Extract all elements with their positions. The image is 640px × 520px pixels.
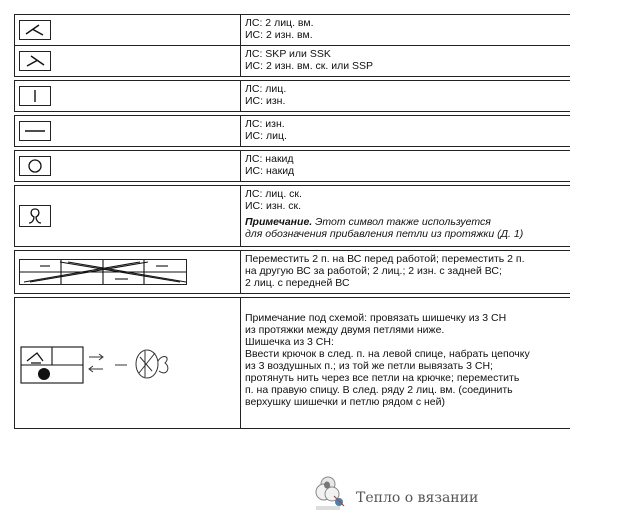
cable-cross-symbol-icon [19, 259, 187, 285]
legend-description [241, 46, 570, 76]
legend-symbol-cell [15, 151, 241, 181]
legend-line: Переместить 2 п. на ВС перед работой; переместить 2 п. [245, 253, 525, 265]
legend-description [241, 186, 570, 246]
legend-line: на другую ВС за работой; 2 лиц.; 2 изн. с задней ВС; [245, 265, 502, 277]
bobble-symbol-icon [19, 333, 189, 393]
legend-line: ИС: 2 изн. вм. [245, 29, 313, 41]
legend-line: ИС: накид [245, 165, 295, 177]
note-text: Этот символ также используется [312, 216, 491, 228]
legend-symbol-cell [15, 15, 241, 45]
legend-row-twisted-knit [14, 185, 570, 247]
legend-line: Примечание под схемой: провязать шишечку из 3 СН [245, 312, 507, 324]
legend-symbol-cell [15, 116, 241, 146]
knitting-sheep-logo-icon [310, 472, 350, 512]
legend-line: Шишечка из 3 СН: [245, 336, 334, 348]
legend-line: ИС: лиц. [245, 130, 287, 142]
legend-description [241, 251, 570, 293]
legend-line: из протяжки между двумя петлями ниже. [245, 324, 445, 336]
legend-line: ЛС: лиц. [245, 83, 287, 95]
legend-line: протянуть нить через все петли на крючке; переместить [245, 372, 520, 384]
legend-line: п. на правую спицу. В след. ряду 2 лиц. вм. (соединить [245, 384, 513, 396]
legend-line: ИС: изн. ск. [245, 200, 302, 212]
legend-symbol-cell [15, 186, 241, 246]
watermark [310, 472, 478, 512]
legend-row-k2tog [14, 14, 570, 45]
legend-row-knit [14, 80, 570, 112]
legend-line: ЛС: SKP или SSK [245, 48, 331, 60]
twisted-knit-symbol-icon [19, 205, 51, 227]
legend-line: ЛС: изн. [245, 118, 285, 130]
note-label: Примечание. [245, 216, 313, 228]
legend-description [241, 298, 570, 428]
legend-line: Ввести крючок в след. п. на левой спице, набрать цепочку [245, 348, 530, 360]
knit-symbol-icon [19, 86, 51, 106]
ssk-symbol-icon [19, 51, 51, 71]
legend-symbol-cell [15, 298, 241, 428]
legend-description [241, 151, 570, 181]
legend-symbol-cell [15, 46, 241, 76]
legend-description [241, 116, 570, 146]
k2tog-symbol-icon [19, 20, 51, 40]
legend-symbol-cell [15, 251, 241, 293]
legend-line: ИС: 2 изн. вм. ск. или SSP [245, 60, 374, 72]
purl-symbol-icon [19, 121, 51, 141]
legend-note [245, 216, 566, 228]
legend-description [241, 15, 570, 45]
legend-line: 2 лиц. с передней ВС [245, 277, 350, 289]
legend-note-line: для обозначения прибавления петли из протяжки (Д. 1) [245, 228, 524, 240]
legend-line: верхушку шишечки и петлю рядом с ней) [245, 396, 446, 408]
legend-row-yarn-over [14, 150, 570, 182]
legend-line: ЛС: лиц. ск. [245, 188, 302, 200]
legend-line: ЛС: 2 лиц. вм. [245, 17, 314, 29]
symbol-legend-table [14, 14, 570, 432]
legend-row-ssk [14, 45, 570, 77]
legend-line: ИС: изн. [245, 95, 286, 107]
legend-row-purl [14, 115, 570, 147]
legend-description [241, 81, 570, 111]
yarn-over-symbol-icon [19, 156, 51, 176]
legend-line: из 3 воздушных п.; из той же петли вывязать 3 СН; [245, 360, 493, 372]
legend-row-cable-cross [14, 250, 570, 294]
watermark-caption: Тепло о вязании [356, 490, 479, 506]
legend-symbol-cell [15, 81, 241, 111]
legend-row-bobble [14, 297, 570, 429]
legend-line: ЛС: накид [245, 153, 294, 165]
